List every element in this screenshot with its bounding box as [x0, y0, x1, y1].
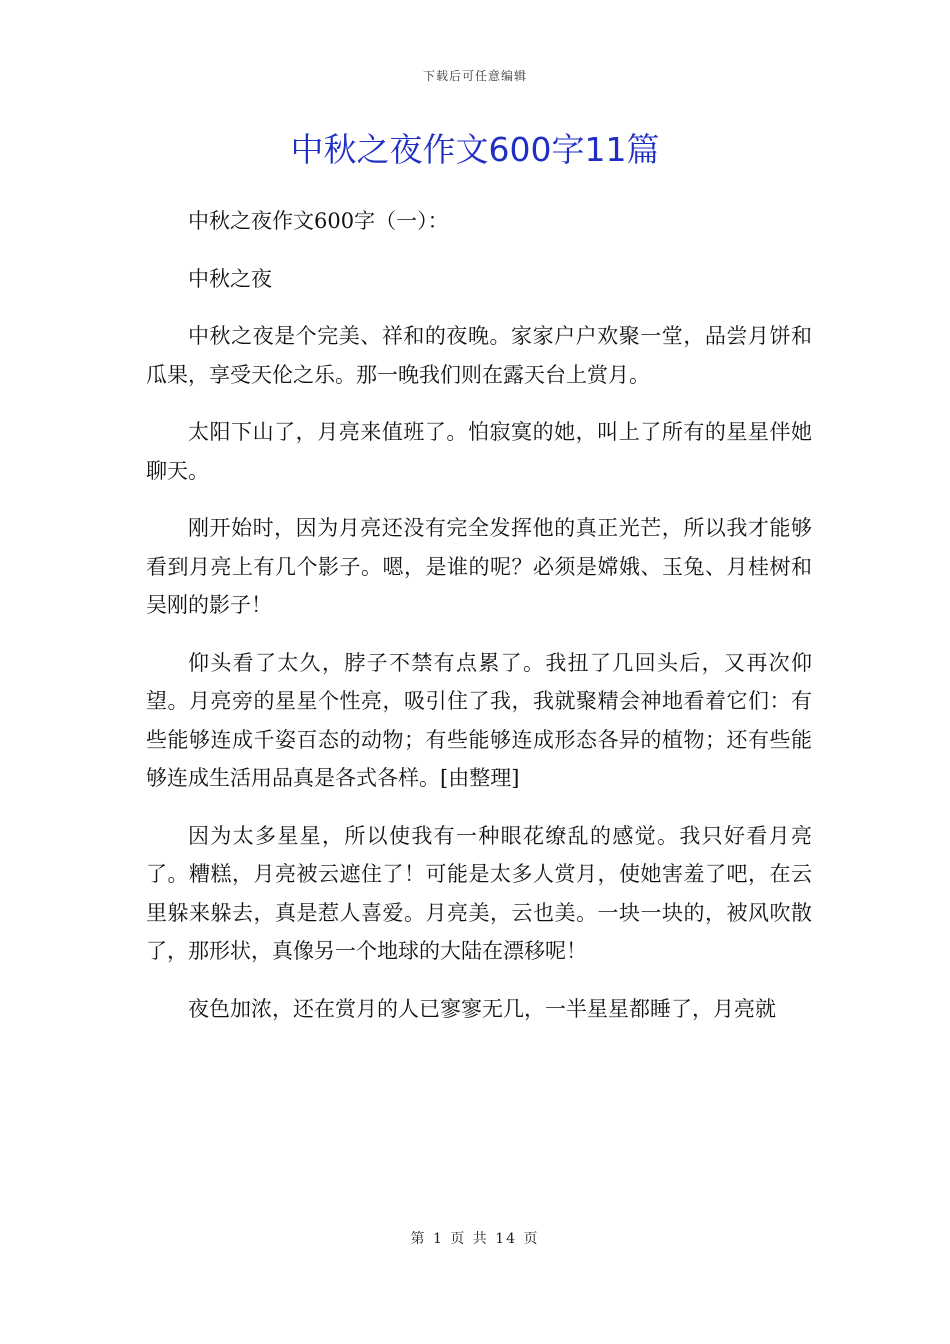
header-note: 下载后可任意编辑 [422, 69, 527, 83]
paragraph: 仰头看了太久，脖子不禁有点累了。我扭了几回头后，又再次仰望。月亮旁的星星个性亮，吸引住了我，我就聚精会神地看着它们：有些能够连成千姿百态的动物；有些能够连成形态各异的植物；还有些能够连成生活用品真是各式各样。[由整理] [146, 650, 812, 790]
section-heading: 中秋之夜作文600字（一）： [188, 209, 449, 233]
paragraph: 夜色加浓，还在赏月的人已寥寥无几，一半星星都睡了，月亮就 [188, 996, 776, 1021]
paragraph: 太阳下山了，月亮来值班了。怕寂寞的她，叫上了所有的星星伴她聊天。 [146, 420, 812, 483]
paragraph: 因为太多星星，所以使我有一种眼花缭乱的感觉。我只好看月亮了。糟糕，月亮被云遮住了！可能是太多人赏月，使她害羞了吧，在云里躲来躲去，真是惹人喜爱。月亮美，云也美。一块一块的，被风吹散了，那形状，真像另一个地球的大陆在漂移呢！ [146, 823, 812, 963]
page-title: 中秋之夜作文600字11篇 [290, 130, 660, 169]
document-body [146, 202, 812, 1047]
paragraph: 中秋之夜是个完美、祥和的夜晚。家家户户欢聚一堂，品尝月饼和瓜果，享受天伦之乐。那一晚我们则在露天台上赏月。 [146, 324, 812, 387]
essay-title: 中秋之夜 [188, 266, 272, 291]
page-footer: 第 1 页 共 14 页 [410, 1231, 540, 1247]
paragraph: 刚开始时，因为月亮还没有完全发挥他的真正光芒，所以我才能够看到月亮上有几个影子。嗯，是谁的呢？必须是嫦娥、玉兔、月桂树和吴刚的影子！ [146, 516, 812, 617]
